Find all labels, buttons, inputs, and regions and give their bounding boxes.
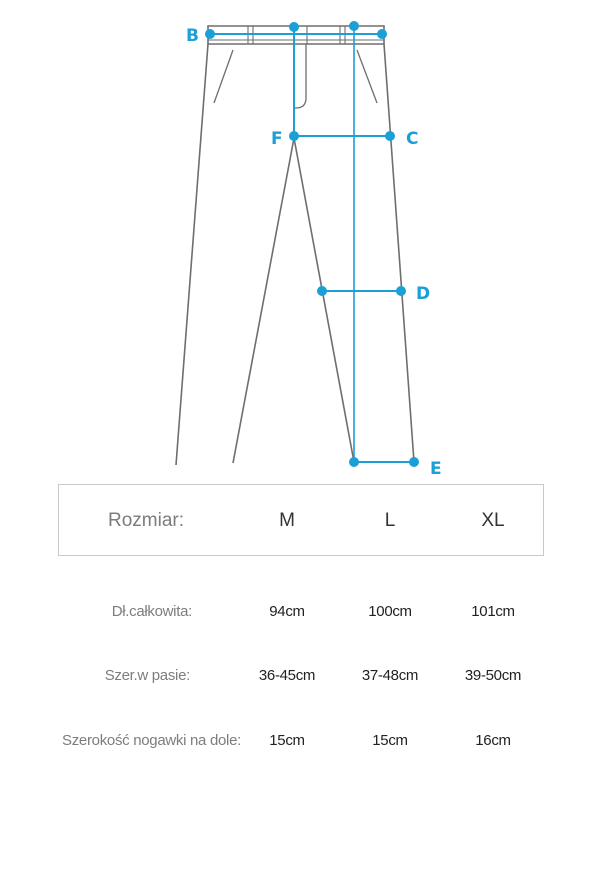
point-d-dot: [397, 287, 405, 295]
table-row-leg-width: [0, 726, 606, 756]
point-b-label: B: [186, 26, 199, 46]
left-outer-seam: [176, 44, 208, 465]
left-inner-seam: [233, 138, 294, 463]
table-row-total-length: [0, 597, 606, 627]
cell-waist-width-l: 37-48cm: [361, 667, 419, 684]
cell-leg-width-l: 15cm: [372, 732, 408, 749]
hem-left-dot: [350, 458, 358, 466]
rise-top-dot: [290, 23, 298, 31]
size-header-m: M: [279, 510, 295, 531]
point-f-label: F: [271, 129, 283, 149]
point-e-dot: [410, 458, 418, 466]
point-b-dot: [206, 30, 214, 38]
measurement-lines: [206, 22, 418, 466]
point-d-label: D: [416, 284, 431, 304]
point-c-label: C: [406, 129, 419, 149]
size-header-l: L: [384, 510, 396, 531]
row-label-leg-width: Szerokość nogawki na dole:: [62, 732, 241, 749]
length-top-dot: [350, 22, 358, 30]
size-header-xl: XL: [481, 510, 505, 531]
point-c-dot: [386, 132, 394, 140]
left-pocket: [214, 50, 233, 103]
table-row-waist-width: [0, 661, 606, 691]
size-table-header: [58, 484, 544, 556]
cell-leg-width-xl: 16cm: [475, 732, 511, 749]
thigh-left-dot: [318, 287, 326, 295]
waist-right-dot: [378, 30, 386, 38]
right-pocket: [357, 50, 377, 103]
cell-waist-width-xl: 39-50cm: [464, 667, 522, 684]
row-label-total-length: Dł.całkowita:: [111, 603, 192, 620]
row-label-waist-width: Szer.w pasie:: [104, 667, 190, 684]
cell-waist-width-m: 36-45cm: [258, 667, 316, 684]
size-header-label: Rozmiar:: [107, 510, 184, 531]
right-outer-seam: [384, 44, 414, 462]
cell-total-length-m: 94cm: [269, 603, 305, 620]
cell-total-length-xl: 101cm: [471, 603, 515, 620]
point-f-dot: [290, 132, 298, 140]
cell-total-length-l: 100cm: [368, 603, 412, 620]
cell-leg-width-m: 15cm: [269, 732, 305, 749]
right-inner-seam: [294, 138, 354, 462]
point-e-label: E: [430, 459, 442, 479]
